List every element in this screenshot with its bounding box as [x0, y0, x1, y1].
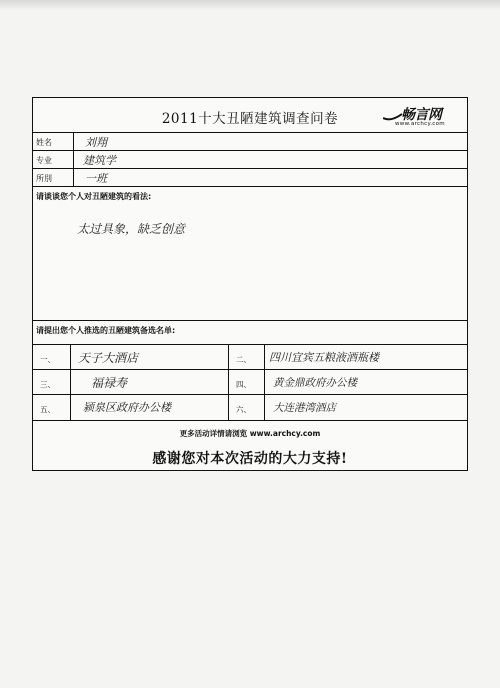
divider: [33, 168, 467, 169]
label-column-divider: [73, 132, 74, 186]
num-column-divider: [70, 344, 71, 420]
divider: [33, 394, 467, 395]
thanks-message: 感谢您对本次活动的大力支持!: [152, 451, 348, 467]
divider: [33, 186, 467, 187]
divider: [33, 369, 467, 370]
nomination-entry: 颍泉区政府办公楼: [83, 401, 171, 414]
nominations-prompt: 请提出您个人推选的丑陋建筑备选名单:: [36, 326, 176, 335]
divider: [33, 420, 467, 421]
nomination-entry: 四川宜宾五粮液酒瓶楼: [269, 351, 379, 364]
survey-form: [32, 97, 468, 471]
divider: [33, 132, 467, 133]
logo-text: 畅言网: [401, 107, 442, 123]
form-title: 2011十大丑陋建筑调查问卷: [161, 111, 339, 127]
opinion-answer: 太过具象，缺乏创意: [77, 222, 186, 236]
divider: [33, 320, 467, 321]
major-value: 建筑学: [83, 154, 116, 167]
nomination-entry: 福禄寿: [91, 376, 128, 390]
nomination-entry: 黄金鼎政府办公楼: [273, 377, 357, 389]
divider: [33, 344, 467, 345]
archcy-logo: [383, 104, 455, 130]
middle-column-divider: [228, 344, 229, 420]
name-label: 姓名: [36, 138, 52, 147]
opinion-prompt: 请谈谈您个人对丑陋建筑的看法:: [36, 192, 152, 201]
nomination-entry: 天子大酒店: [78, 351, 139, 365]
nomination-number: 六、: [236, 405, 251, 414]
class-label: 所別: [36, 174, 52, 183]
nomination-number: 四、: [236, 380, 251, 389]
divider: [33, 150, 467, 151]
nomination-number: 五、: [40, 405, 55, 414]
scan-shadow: [0, 0, 500, 10]
more-info-link: 更多活动详情请浏览 www.archcy.com: [179, 429, 321, 438]
name-value: 刘翔: [85, 136, 107, 149]
major-label: 专业: [36, 156, 52, 165]
class-value: 一班: [85, 172, 107, 185]
num-column-divider: [264, 344, 265, 420]
logo-url: www.archcy.com: [395, 121, 445, 127]
nomination-number: 二、: [236, 355, 251, 364]
nomination-entry: 大连港湾酒店: [273, 402, 336, 414]
nomination-number: 三、: [40, 380, 55, 389]
nomination-number: 一、: [40, 355, 55, 364]
